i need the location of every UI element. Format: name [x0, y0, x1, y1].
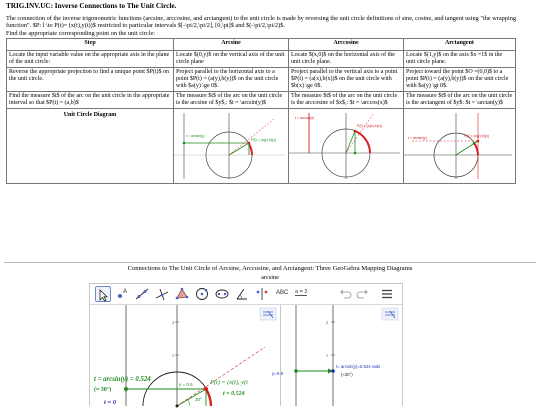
arcsin-output-label: t= arcsin(y)=0.524 rads: [336, 364, 381, 369]
line-icon: [134, 286, 150, 302]
header-arctangent: Arctangent: [404, 39, 516, 51]
graphics-view-2[interactable]: [272, 305, 402, 406]
reflect-tool[interactable]: [254, 286, 270, 302]
arccosine-thumbnail: [289, 108, 404, 183]
redo-button[interactable]: [356, 286, 372, 302]
reflect-icon: [254, 286, 270, 302]
arctangent-thumbnail: [404, 108, 516, 183]
conic-tool[interactable]: [214, 286, 230, 302]
y-value-label: y = 0.5: [179, 382, 193, 387]
axis-tick-label: 2: [172, 320, 174, 325]
page-content: [6, 2, 534, 184]
y-input-label: y=0.5: [272, 371, 284, 376]
arctangent-diagram: [404, 109, 512, 181]
angle-tool[interactable]: [234, 286, 250, 302]
thumb-label: t = arccos(x): [295, 115, 315, 120]
axis-tick-label: 2: [326, 320, 328, 325]
geogebra-toolbar: [90, 284, 402, 305]
point-tool[interactable]: [114, 286, 130, 302]
intro-instruction: Find the appropriate corresponding point on the unit circle:: [6, 29, 155, 37]
angle-icon: [234, 286, 250, 302]
table-header-row: [7, 39, 516, 51]
arcsine-diagram: [174, 109, 285, 181]
diagram-label-cell: [7, 108, 174, 183]
thumb-label: P(t) = (a(x),b(x)): [357, 123, 382, 128]
arcsin-output-degrees: (≈30°): [341, 372, 353, 377]
line-tool[interactable]: [134, 286, 150, 302]
redo-icon: [356, 287, 370, 301]
t-zero-label: t = 0: [104, 399, 117, 406]
hamburger-menu-icon: [380, 287, 394, 301]
perpendicular-line-icon: [154, 286, 170, 302]
main-menu-button[interactable]: [380, 286, 396, 302]
point-p-label: P(t) = (x(t), y(t: [210, 379, 248, 386]
style-bar-toggle-1[interactable]: [260, 308, 276, 320]
table-cell: Project toward the point $O =(0,0)$ to a point $P(t) = (a(y),b(y))$ on the unit circle with $a(y) \gt 0$.: [404, 68, 516, 92]
style-bar-toggle-2[interactable]: [382, 308, 398, 320]
undo-button[interactable]: [338, 286, 354, 302]
ellipse-icon: [214, 286, 230, 302]
thumb-label: P(t) = (a(y),b(y)): [464, 133, 489, 138]
slider-tool[interactable]: a = 2: [295, 289, 308, 295]
geogebra-subtitle: arcsine: [261, 274, 279, 281]
thumb-label: P(t) = (a(y),b(y)): [251, 137, 276, 142]
thumb-label: t = arcsin(y): [186, 133, 205, 138]
table-row: [7, 91, 516, 108]
table-cell: Find the measure $t$ of the arc on the unit circle in the appropriate interval so that $P(t) = (a,b)$: [7, 91, 174, 108]
t-small-label: t = 0.524: [223, 391, 245, 397]
axis-tick-label: 1: [326, 353, 328, 358]
svg-text:A: A: [123, 289, 128, 295]
table-cell: The measure $t$ of the arc on the unit circle is the arccosine of $x$,: $t = \arccos(x)$: [289, 91, 404, 108]
axis-tick-label: 1: [172, 353, 174, 358]
header-step: Step: [7, 39, 174, 51]
table-cell: Locate the input variable value on the appropriate axis in the plane of the unit circle:: [7, 51, 174, 68]
angle-label: 30°: [195, 397, 202, 402]
arcsin-result-label: t = arcsin(y) = 0.524: [94, 376, 151, 383]
header-arcsine: Arcsine: [174, 39, 289, 51]
point-icon: [114, 286, 130, 302]
polygon-icon: [174, 286, 190, 302]
table-cell: Locate $(0,y)$ on the vertical axis of the unit circle plane: [174, 51, 289, 68]
arrow-cursor-icon: [96, 288, 110, 302]
geogebra-applet[interactable]: [89, 283, 403, 406]
arcsin-degree-label: (≈ 30°): [94, 387, 112, 393]
arcsine-thumbnail: [174, 108, 289, 183]
steps-table: [6, 38, 516, 183]
polygon-tool[interactable]: [174, 286, 190, 302]
circle-icon: [194, 286, 210, 302]
header-arccosine: Arccosine: [289, 39, 404, 51]
text-tool[interactable]: ABC: [276, 290, 289, 296]
thumb-label: t = arctan(y): [408, 135, 427, 140]
page-title: TRIG.INV.UC: Inverse Connections to The Unit Circle.: [6, 2, 177, 10]
section-divider: [4, 262, 536, 263]
diagram-label: Unit Circle Diagram: [63, 111, 117, 118]
table-cell: Project parallel to the horizontal axis to a point $P(t) = (a(y),b(y))$ on the unit circle with $a(y) \ge 0$.: [174, 68, 289, 92]
table-cell: The measure $t$ of the arc on the unit circle is the arctangent of $y$: $t = \arctan(y)$: [404, 91, 516, 108]
table-cell: Reverse the appropriate projection to find a unique point $P(t)$ on the unit circle.: [7, 68, 174, 92]
table-cell: Locate $(1,y)$ on the axis $x =1$ in the unit circle plane.: [404, 51, 516, 68]
arccosine-diagram: [289, 109, 400, 181]
table-cell: The measure $t$ of the arc on the unit circle is the arcsine of $y$,: $t = \arcsin(y)$: [174, 91, 289, 108]
intro-text: The connection of the inverse trigonometric functions (arcsine, arccosine, and arctangent) to the unit circle is made by reversing the unit circle definitions of sine, cosine, and tangent using "the wrapping function". $P: l \to P(t)= (x(t),y(t))$ restricted to particular intervals $[-\pi/2,\pi/2], [0,\pi]$ and $(-\pi/2,\pi/2)$.: [6, 14, 517, 30]
undo-icon: [338, 287, 352, 301]
graphics-view-2-canvas: [272, 305, 402, 406]
table-cell: Locate $(x,0)$ on the horizontal axis of the unit circle plane.: [289, 51, 404, 68]
graphics-view-1-canvas: [90, 305, 280, 406]
table-row-diagrams: [7, 108, 516, 183]
geogebra-section-title: Connections to The Unit Circle of Arcsine, Arccosine, and Arctangent: Three GeoGebra Mapping Diagrams: [127, 265, 413, 272]
move-tool[interactable]: [95, 286, 111, 302]
table-row: [7, 68, 516, 92]
perpendicular-line-tool[interactable]: [154, 286, 170, 302]
table-row: [7, 51, 516, 68]
graphics-view-1[interactable]: [90, 305, 280, 406]
table-cell: Project parallel to the vertical axis to a point $P(t) = (a(x),b(x))$ on the unit circle with $b(x) \ge 0$.: [289, 68, 404, 92]
circle-tool[interactable]: [194, 286, 210, 302]
